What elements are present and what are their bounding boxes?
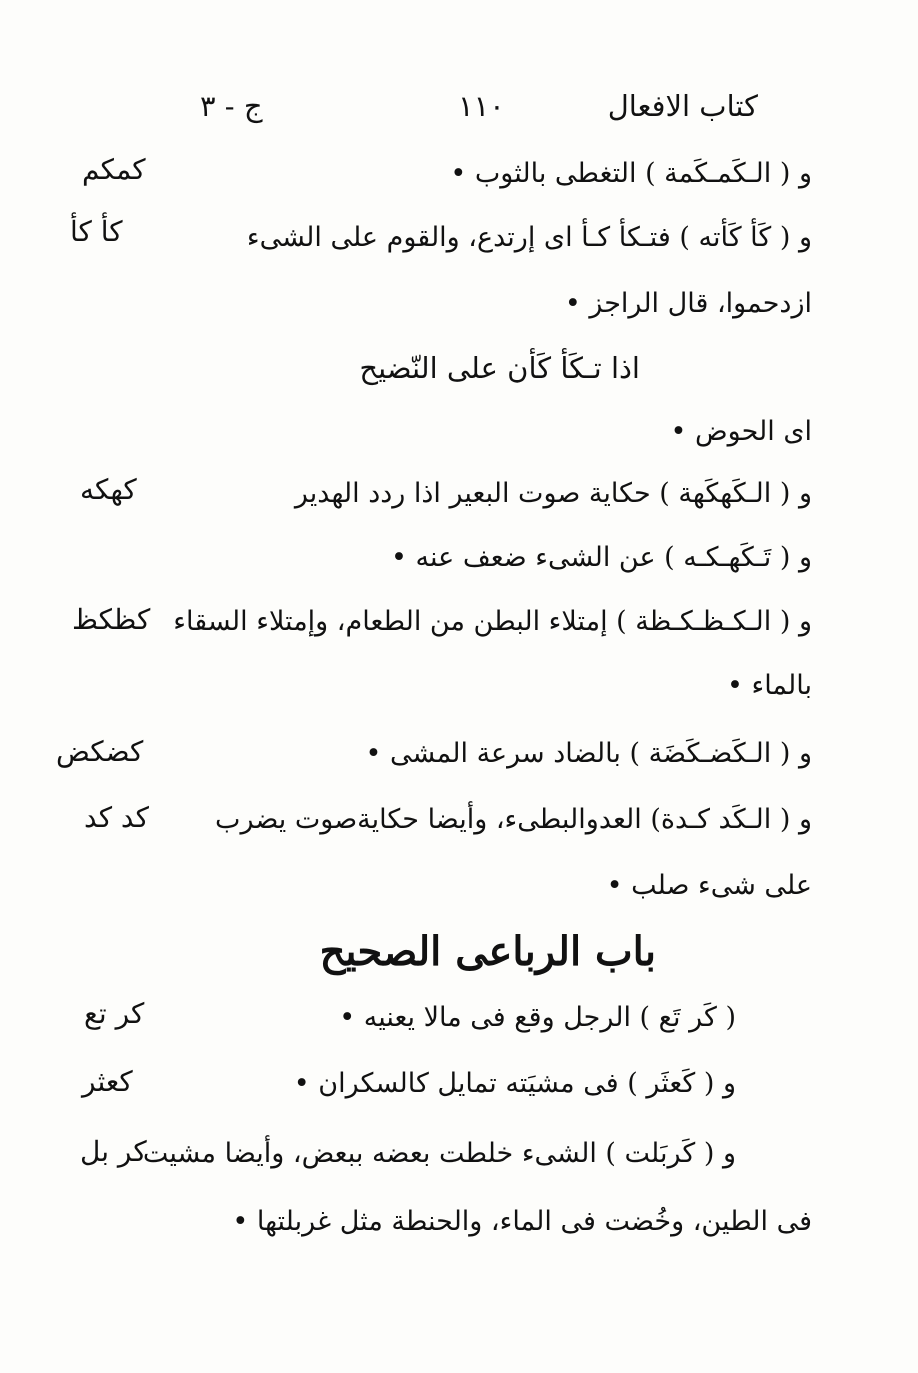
verse-line: اذا تـكَأ كَأن على النّضيح [359, 351, 640, 385]
margin-word: كهكه [80, 473, 137, 506]
body-line: ( كَر تَع ) الرجل وقع فى مالا يعنيه • [339, 1002, 736, 1033]
margin-word: كمكم [82, 153, 146, 186]
volume-label: ج - ٣ [200, 89, 263, 123]
page-number: ١١٠ [458, 89, 505, 123]
body-line: و ( الـكـظـكـظة ) إمتلاء البطن من الطعام، وإمتلاء السقاء [173, 606, 812, 637]
body-line: ازدحموا، قال الراجز • [564, 288, 812, 319]
body-line: و ( كَربَلت ) الشىء خلطت بعضه ببعض، وأيضا مشيت [142, 1138, 736, 1169]
margin-word: كظكظ [72, 603, 151, 636]
body-line: و ( كَعثَر ) فى مشيَته تمايل كالسكران • [293, 1068, 736, 1099]
margin-word: كر بل [80, 1135, 147, 1168]
body-line: و ( الـكَهكَهة ) حكاية صوت البعير اذا ردد الهدير [294, 478, 812, 509]
margin-word: كضكض [56, 735, 144, 768]
margin-word: كر تع [84, 997, 145, 1030]
body-line: فى الطين، وخُضت فى الماء، والحنطة مثل غربلتها • [232, 1206, 812, 1237]
margin-word: كأ كأ [70, 215, 123, 248]
book-title: كتاب الافعال [607, 89, 758, 123]
body-line: و ( كَأ كَأته ) فتـكأ كـأ اى إرتدع، والقوم على الشىء [246, 222, 812, 253]
body-line: و ( تَـكَهـكـه ) عن الشىء ضعف عنه • [391, 542, 812, 573]
body-line: على شىء صلب • [606, 870, 812, 901]
body-line: و ( الـكَد كـدة) العدوالبطىء، وأيضا حكايةصوت يضرب [215, 804, 812, 835]
body-line: و ( الـكَمـكَمة ) التغطى بالثوب • [450, 158, 812, 189]
body-line: اى الحوض • [670, 416, 812, 447]
body-line: بالماء • [726, 670, 812, 701]
margin-word: كد كد [84, 801, 149, 834]
body-line: و ( الـكَضـكَضَة ) بالضاد سرعة المشى • [365, 738, 812, 769]
section-heading: باب الرباعى الصحيح [319, 928, 656, 975]
margin-word: كعثر [82, 1065, 133, 1098]
